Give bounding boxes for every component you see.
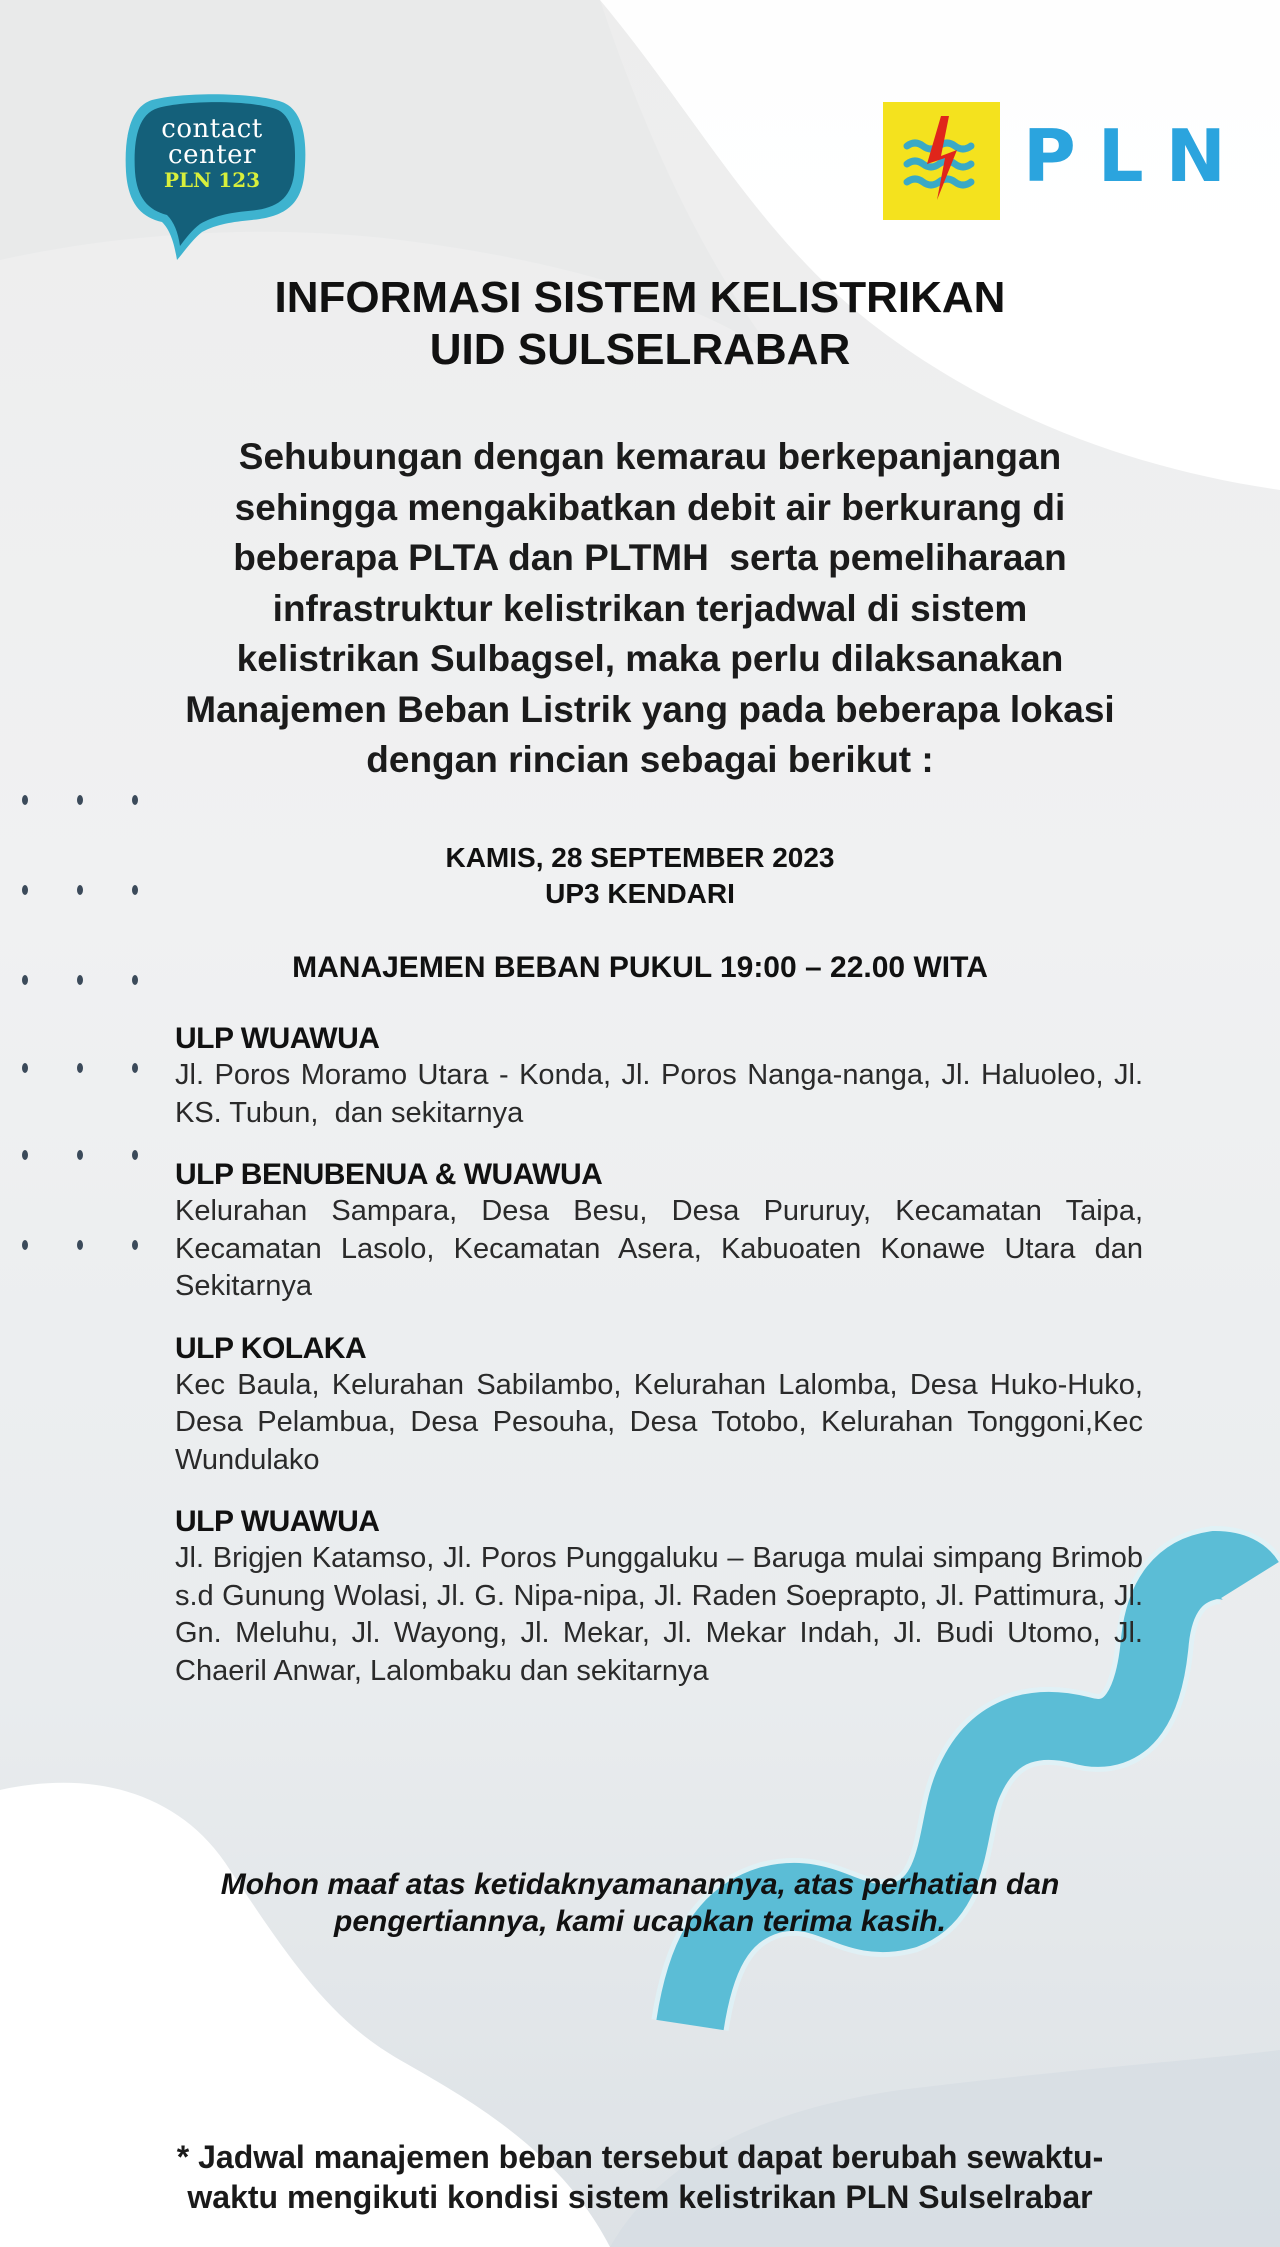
pln-logo (883, 102, 1248, 222)
intro-line: sehingga mengakibatkan debit air berkurang di (234, 486, 1066, 528)
area-heading: ULP WUAWUA (175, 1022, 380, 1055)
title-line-2: UID SULSELRABAR (429, 325, 851, 374)
intro-line: Sehubungan dengan kemarau berkepanjangan (238, 436, 1062, 477)
area-section (175, 1156, 1143, 1306)
closing-line-2: pengertiannya, kami ucapkan terima kasih. (334, 1905, 946, 1938)
footer-line-1: * Jadwal manajemen beban tersebut dapat berubah sewaktu- (176, 2139, 1104, 2175)
area-description: Kec Baula, Kelurahan Sabilambo, Kelurahan Lalomba, Desa Huko-Huko, Desa Pelambua, Desa Pesouha, Desa Totobo, Kelurahan Tonggoni,Kec Wundulako (175, 1368, 1143, 1476)
contact-center-logo (122, 92, 307, 262)
intro-line: dengan rincian sebagai berikut : (366, 739, 934, 780)
schedule-date: KAMIS, 28 SEPTEMBER 2023 (445, 842, 835, 873)
intro-paragraph (110, 432, 1190, 786)
title-line-1: INFORMASI SISTEM KELISTRIKAN (274, 273, 1006, 322)
area-section (175, 1020, 1152, 1132)
lightning-water-icon (883, 102, 1000, 220)
footer-note (0, 2137, 1280, 2217)
schedule-unit: UP3 KENDARI (545, 878, 735, 909)
intro-line: beberapa PLTA dan PLTMH serta pemeliharaan (233, 537, 1067, 578)
area-heading: ULP KOLAKA (175, 1331, 367, 1365)
area-list (175, 1020, 1152, 1714)
area-description: Kelurahan Sampara, Desa Besu, Desa Pururuy, Kecamatan Taipa, Kecamatan Lasolo, Kecamatan Asera, Kabuoaten Konawe Utara dan Sekitarnya (175, 1195, 1143, 1302)
closing-message (0, 1866, 1280, 1940)
intro-line: infrastruktur kelistrikan terjadwal di sistem (272, 587, 1028, 629)
pln-emblem (883, 102, 1000, 220)
area-description: Jl. Poros Moramo Utara - Konda, Jl. Poros Nanga-nanga, Jl. Haluoleo, Jl. KS. Tubun, dan sekitarnya (175, 1059, 1152, 1129)
area-heading: ULP BENUBENUA & WUAWUA (175, 1158, 603, 1191)
intro-line: Manajemen Beban Listrik yang pada beberapa lokasi (185, 688, 1115, 730)
intro-line: kelistrikan Sulbagsel, maka perlu dilaksanakan (236, 638, 1064, 679)
closing-line-1: Mohon maaf atas ketidaknyamanannya, atas perhatian dan (220, 1868, 1060, 1901)
area-description: Jl. Brigjen Katamso, Jl. Poros Punggaluku – Baruga mulai simpang Brimob s.d Gunung Wolasi, Jl. G. Nipa-nipa, Jl. Raden Soeprapto, Jl. Pattimura, Jl. Gn. Meluhu, Jl. Wayong, Jl. Mekar, Jl. Mekar Indah, Jl. Budi Utomo, Jl. Chaeril Anwar, Lalombaku dan sekitarnya (175, 1542, 1143, 1687)
footer-line-2: waktu mengikuti kondisi sistem kelistrikan PLN Sulselrabar (187, 2179, 1093, 2215)
schedule-time: MANAJEMEN BEBAN PUKUL 19:00 – 22.00 WITA (292, 951, 988, 984)
contact-center-line1: contact (161, 114, 263, 144)
pln-wordmark: PLN (1023, 114, 1248, 198)
schedule-header (0, 840, 1280, 912)
contact-center-line2: center (168, 140, 256, 170)
contact-center-number: PLN 123 (163, 168, 261, 192)
area-heading: ULP WUAWUA (175, 1505, 380, 1538)
area-section (175, 1330, 1143, 1480)
page-title (0, 272, 1280, 376)
area-section (175, 1503, 1143, 1690)
